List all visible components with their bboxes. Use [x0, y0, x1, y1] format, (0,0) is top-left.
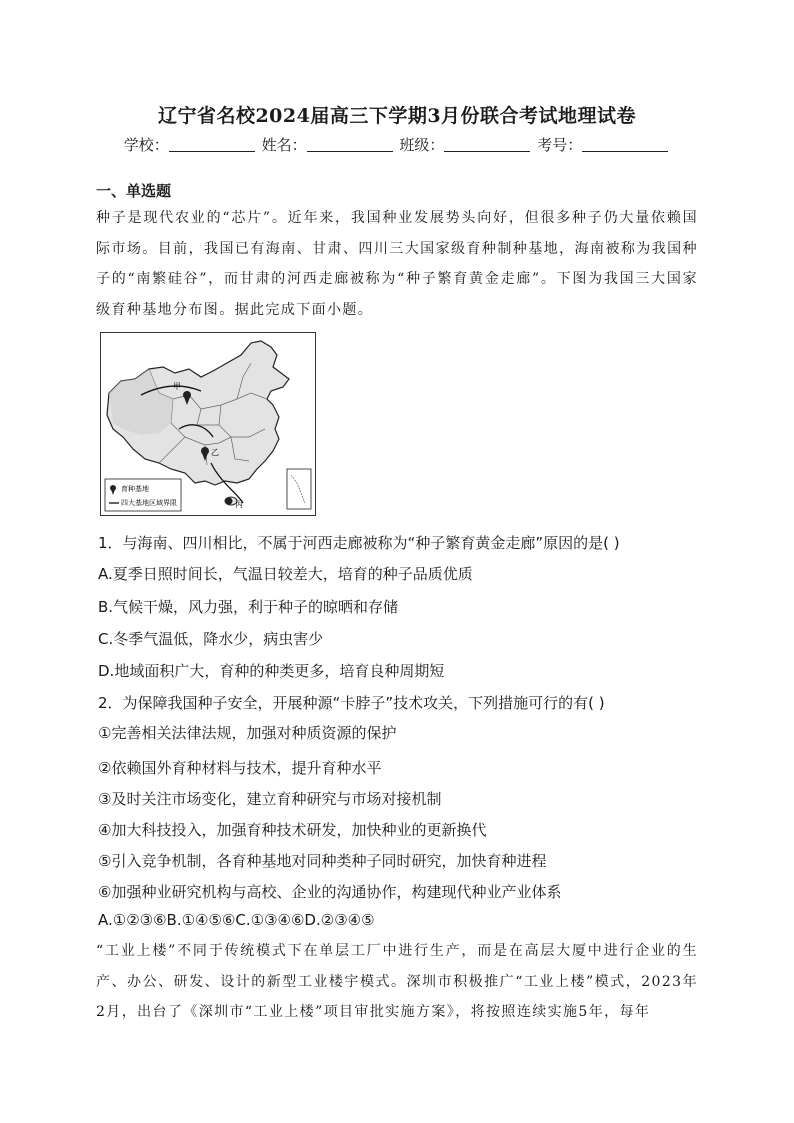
- question-1-stem: 1．与海南、四川相比，不属于河西走廊被称为“种子繁育黄金走廊”原因的是( ): [98, 534, 620, 552]
- q2-item-4: ④加大科技投入，加强育种技术研发，加快种业的更新换代: [98, 821, 487, 839]
- name-label: 姓名：: [261, 136, 307, 154]
- name-blank[interactable]: [307, 137, 393, 152]
- school-label: 学校：: [123, 136, 169, 154]
- china-breeding-base-map: [100, 332, 316, 516]
- school-blank[interactable]: [169, 137, 255, 152]
- q2-options[interactable]: A.①②③⑥B.①④⑤⑥C.①③④⑥D.②③④⑤: [98, 911, 375, 929]
- class-label: 班级：: [399, 136, 445, 154]
- question-2-stem: 2．为保障我国种子安全，开展种源“卡脖子”技术攻关，下列措施可行的有( ): [98, 694, 605, 712]
- q1-option-d[interactable]: D.地域面积广大，育种的种类更多，培育良种周期短: [98, 662, 445, 680]
- section-title: 一、单选题: [96, 182, 172, 200]
- q2-item-1: ①完善相关法律法规，加强对种质资源的保护: [98, 724, 397, 742]
- q1-option-a[interactable]: A.夏季日照时间长，气温日较差大，培育的种子品质优质: [98, 565, 473, 583]
- passage-industrial-upstairs: “工业上楼”不同于传统模式下在单层工厂中进行生产，而是在高层大厦中进行企业的生产、办公、研发、设计的新型工业楼宇模式。深圳市积极推广“工业上楼”模式，2023年2月，出台了《深圳市“工业上楼”项目审批实施方案》，将按照连续实施5年，每年: [96, 943, 698, 1020]
- student-info-line: [0, 134, 794, 155]
- label-yi: 乙: [211, 448, 219, 457]
- label-bing: 丙: [235, 500, 243, 509]
- exam-number-blank[interactable]: [582, 137, 668, 152]
- q2-item-2: ②依赖国外育种材料与技术，提升育种水平: [98, 759, 382, 777]
- marker-bing: [226, 498, 244, 510]
- q2-item-5: ⑤引入竞争机制，各育种基地对同种类种子同时研究，加快育种进程: [98, 852, 547, 870]
- legend-boundary: 四大基地区域界限: [121, 499, 177, 507]
- q2-item-3: ③及时关注市场变化，建立育种研究与市场对接机制: [98, 790, 442, 808]
- exam-number-label: 考号：: [537, 136, 583, 154]
- q1-option-b[interactable]: B.气候干燥，风力强，利于种子的晾晒和存储: [98, 598, 399, 616]
- exam-title: 辽宁省名校2024届高三下学期3月份联合考试地理试卷: [157, 105, 637, 127]
- legend-base: 育种基地: [121, 485, 149, 493]
- q1-option-c[interactable]: C.冬季气温低，降水少，病虫害少: [98, 630, 324, 648]
- label-jia: 甲: [173, 382, 181, 391]
- q2-item-6: ⑥加强种业研究机构与高校、企业的沟通协作，构建现代种业产业体系: [98, 883, 562, 901]
- south-sea-inset: [287, 469, 311, 509]
- map-svg: [101, 333, 315, 515]
- passage-seeds: 种子是现代农业的“芯片”。近年来，我国种业发展势头向好，但很多种子仍大量依赖国际市场。目前，我国已有海南、甘肃、四川三大国家级育种制种基地，海南被称为我国种子的“南繁硅谷”，而甘肃的河西走廊被称为“种子繁育黄金走廊”。下图为我国三大国家级育种基地分布图。据此完成下面小题。: [96, 210, 698, 318]
- class-blank[interactable]: [444, 137, 530, 152]
